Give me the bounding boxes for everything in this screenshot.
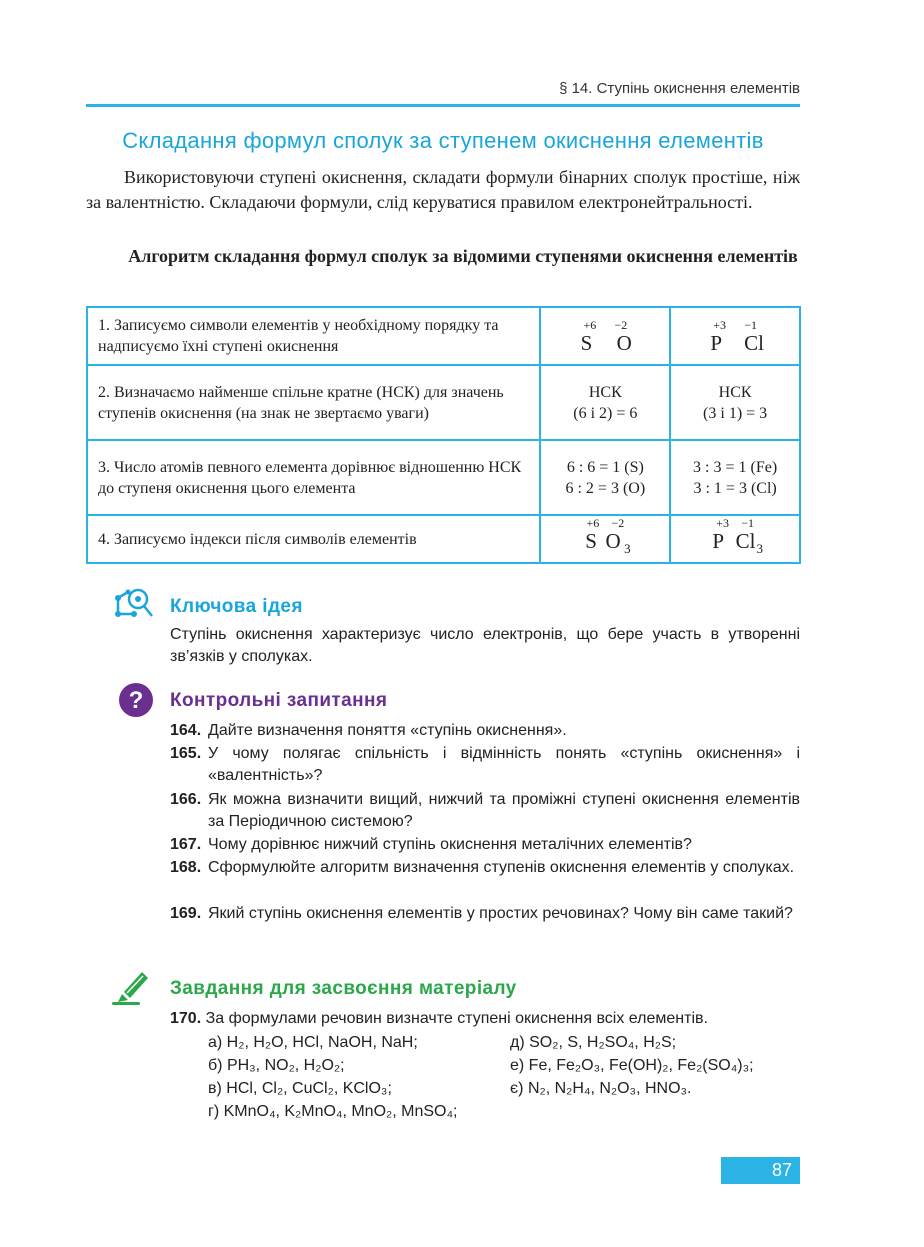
element-symbol: S xyxy=(585,529,597,554)
pencil-icon xyxy=(110,968,154,1008)
ox-state: −2 xyxy=(614,317,628,332)
table-row xyxy=(87,440,800,515)
page-number-badge xyxy=(721,1157,800,1184)
ox-state: −1 xyxy=(744,317,757,332)
key-idea-text: Ступінь окиснення характеризує число електронів, що бере участь в утворенні зв’язків у сполуках. xyxy=(170,626,800,665)
task-number: 170. xyxy=(170,1010,202,1027)
task-option-g: г) KMnO₄, K₂MnO₄, MnO₂, MnSO₄; xyxy=(208,1103,458,1120)
question-text: Дайте визначення поняття «ступінь окиснення». xyxy=(208,722,567,739)
element-symbol: O xyxy=(616,330,632,355)
ox-state: +3 xyxy=(713,317,726,332)
question-number: 166. xyxy=(170,791,202,808)
subscript-index: 3 xyxy=(756,541,763,557)
question-text: Який ступінь окиснення елементів у простих речовинах? Чому він саме такий? xyxy=(208,905,793,922)
question-item xyxy=(170,789,800,833)
step-3: 3. Число атомів певного елемента дорівнює відношенню НСК до ступеня окиснення цього елемента xyxy=(87,440,540,515)
example1-step1 xyxy=(540,307,670,365)
algorithm-table xyxy=(86,306,801,564)
question-item xyxy=(170,834,800,856)
task-option-v: в) HCl, Cl₂, CuCl₂, KClO₃; xyxy=(208,1080,392,1097)
question-icon xyxy=(118,682,154,718)
table-row xyxy=(87,515,800,563)
example2-step2 xyxy=(670,365,800,440)
question-number: 168. xyxy=(170,859,202,876)
question-number: 167. xyxy=(170,836,202,853)
question-number: 165. xyxy=(170,745,202,762)
question-number: 164. xyxy=(170,722,202,739)
question-item xyxy=(170,743,800,787)
question-text: Сформулюйте алгоритм визначення ступенів окиснення елементів у сполуках. xyxy=(208,859,795,876)
tasks-title: Завдання для засвоєння матеріалу xyxy=(170,978,517,999)
question-item xyxy=(170,857,800,879)
lcm-label: НСК xyxy=(718,383,752,401)
lcm-value: (3 і 1) = 3 xyxy=(703,404,768,422)
questions-title: Контрольні запитання xyxy=(170,690,388,711)
element-symbol: O xyxy=(605,529,621,554)
table-row xyxy=(87,307,800,365)
ox-state: +3 xyxy=(716,516,729,531)
example1-step4 xyxy=(540,515,670,563)
intro-paragraph: Використовуючи ступені окиснення, складати формули бінарних сполук простіше, ніж за валентністю. Складаючи формули, слід керуватися правилом електронейтральності. xyxy=(86,167,800,212)
ox-state: −2 xyxy=(611,516,625,531)
example2-step4 xyxy=(670,515,800,563)
example2-step1 xyxy=(670,307,800,365)
ratio: 3 : 3 = 1 (Fe) xyxy=(693,458,778,476)
task-option-e: е) Fe, Fe₂O₃, Fe(OH)₂, Fe₂(SO₄)₃; xyxy=(510,1057,754,1074)
element-symbol: P xyxy=(712,529,725,554)
question-item xyxy=(170,720,800,742)
task-option-d: д) SO₂, S, H₂SO₄, H₂S; xyxy=(510,1034,677,1051)
table-row xyxy=(87,365,800,440)
question-text: Чому дорівнює нижчий ступінь окиснення металічних елементів? xyxy=(208,836,692,853)
example2-step3 xyxy=(670,440,800,515)
task-option-b: б) PH₃, NO₂, H₂O₂; xyxy=(208,1057,345,1074)
step-2: 2. Визначаємо найменше спільне кратне (НСК) для значень ступенів окиснення (на знак не звертаємо уваги) xyxy=(87,365,540,440)
ox-state: +6 xyxy=(583,317,597,332)
question-text: Як можна визначити вищий, нижчий та проміжні ступені окиснення елементів за Періодичною системою? xyxy=(208,791,800,830)
task-option-ye: є) N₂, N₂H₄, N₂O₃, HNO₃. xyxy=(510,1080,692,1097)
step-1: 1. Записуємо символи елементів у необхідному порядку та надписуємо їхні ступені окиснення xyxy=(87,307,540,365)
element-symbol: P xyxy=(710,330,723,355)
algorithm-title: Алгоритм складання формул сполук за відомими ступенями окиснення елементів xyxy=(128,246,798,266)
task-text: За формулами речовин визначте ступені окиснення всіх елементів. xyxy=(205,1010,708,1027)
lcm-label: НСК xyxy=(588,383,622,401)
header-rule xyxy=(86,104,800,107)
step-4: 4. Записуємо індекси після символів елементів xyxy=(87,515,540,563)
section-title: Складання формул сполук за ступенем окиснення елементів xyxy=(122,128,764,153)
question-number: 169. xyxy=(170,905,202,922)
question-item xyxy=(170,903,800,925)
element-symbol: S xyxy=(580,330,593,355)
ratio: 3 : 1 = 3 (Cl) xyxy=(693,479,777,497)
task-option-a: а) H₂, H₂O, HCl, NaOH, NaH; xyxy=(208,1034,418,1051)
svg-text:?: ? xyxy=(128,687,144,714)
example1-step2 xyxy=(540,365,670,440)
page-number: 87 xyxy=(771,1160,792,1180)
key-idea-title: Ключова ідея xyxy=(170,596,303,617)
ratio: 6 : 6 = 1 (S) xyxy=(566,458,644,476)
molecule-magnifier-icon xyxy=(112,584,156,624)
question-text: У чому полягає спільність і відмінність понять «ступінь окиснення» і «валентність»? xyxy=(208,745,800,784)
example1-step3 xyxy=(540,440,670,515)
subscript-index: 3 xyxy=(624,541,631,557)
ox-state: −1 xyxy=(741,516,754,531)
ratio: 6 : 2 = 3 (O) xyxy=(565,479,646,497)
element-symbol: Cl xyxy=(744,330,764,355)
lcm-value: (6 і 2) = 6 xyxy=(573,404,638,422)
task-170 xyxy=(170,1008,800,1030)
ox-state: +6 xyxy=(586,516,600,531)
element-symbol: Cl xyxy=(735,529,756,554)
running-header: § 14. Ступінь окиснення елементів xyxy=(559,80,800,97)
